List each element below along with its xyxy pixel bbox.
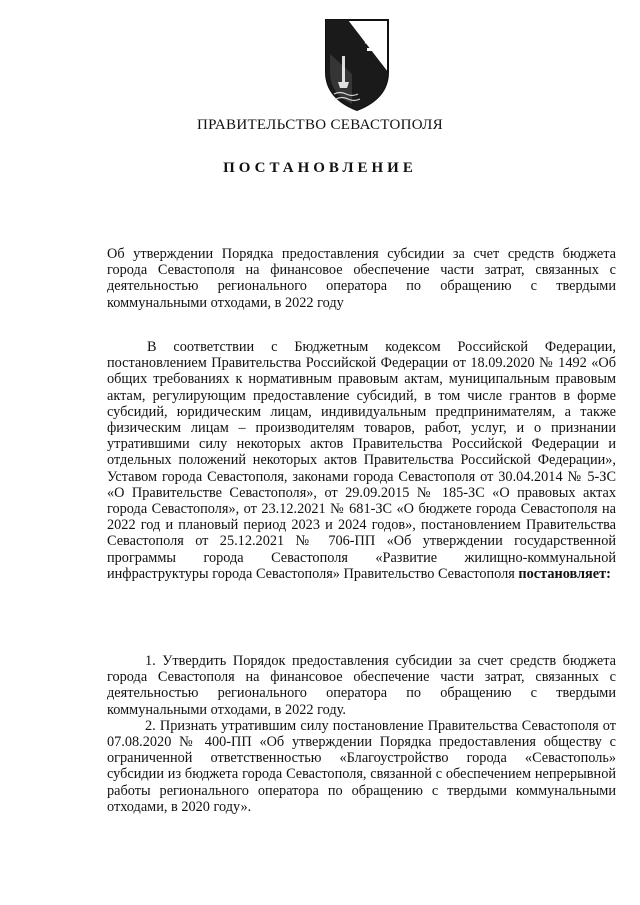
sevastopol-coat-of-arms-icon [322, 14, 392, 114]
government-title: ПРАВИТЕЛЬСТВО СЕВАСТОПОЛЯ [197, 117, 443, 133]
decree-word: постановляет: [518, 565, 611, 582]
preamble-paragraph [107, 339, 616, 582]
decree-item-2: 2. Признать утратившим силу постановление Правительства Севастополя от 07.08.2020 № 400-ПП «Об утверждении Порядка предоставления обществу с ограниченной ответственностью «Благоустройство города «Севастополь» субсидии из бюджета города Севастополя, связанной с обеспечением непрерывной работы регионального оператора по обращению с твердыми коммунальными отходами, в 2020 году». [107, 717, 616, 815]
decree-items [107, 653, 616, 815]
preamble-text: В соответствии с Бюджетным кодексом Российской Федерации, постановлением Правительства Российской Федерации от 18.09.2020 № 1492 «Об общих требованиях к нормативным правовым актам, муниципальным правовым актам, регулирующим предоставление субсидий, в том числе грантов в форме субсидий, юридическим лицам, индивидуальным предпринимателям, а также физическим лицам – производителям товаров, работ, услуг, и о признании утратившими силу некоторых актов Правительства Российской Федерации и отдельных положений некоторых актов Правительства Российской Федерации», Уставом города Севастополя, законами города Севастополя от 30.04.2014 № 5-ЗС «О Правительстве Севастополя», от 29.09.2015 № 185-ЗС «О правовых актах города Севастополя», от 23.12.2021 № 681-ЗС «О бюджете города Севастополя на 2022 год и плановый период 2023 и 2024 годов», постановлением Правительства Севастополя от 25.12.2021 № 706-ПП «Об утверждении государственной программы города Севастополя «Развитие жилищно-коммунальной инфраструктуры города Севастополя» Правительство Севастополя [107, 339, 616, 582]
document-type-heading: ПОСТАНОВЛЕНИЕ [223, 160, 417, 176]
decree-item-1: 1. Утвердить Порядок предоставления субсидии за счет средств бюджета города Севастополя на финансовое обеспечение части затрат, связанных с деятельностью регионального оператора по обращению с твердыми коммунальными отходами, в 2022 году. [107, 653, 616, 718]
document-subject: Об утверждении Порядка предоставления субсидии за счет средств бюджета города Севастополя на финансовое обеспечение части затрат, связанных с деятельностью регионального оператора по обращению с твердыми коммунальными отходами, в 2022 году [107, 246, 616, 311]
